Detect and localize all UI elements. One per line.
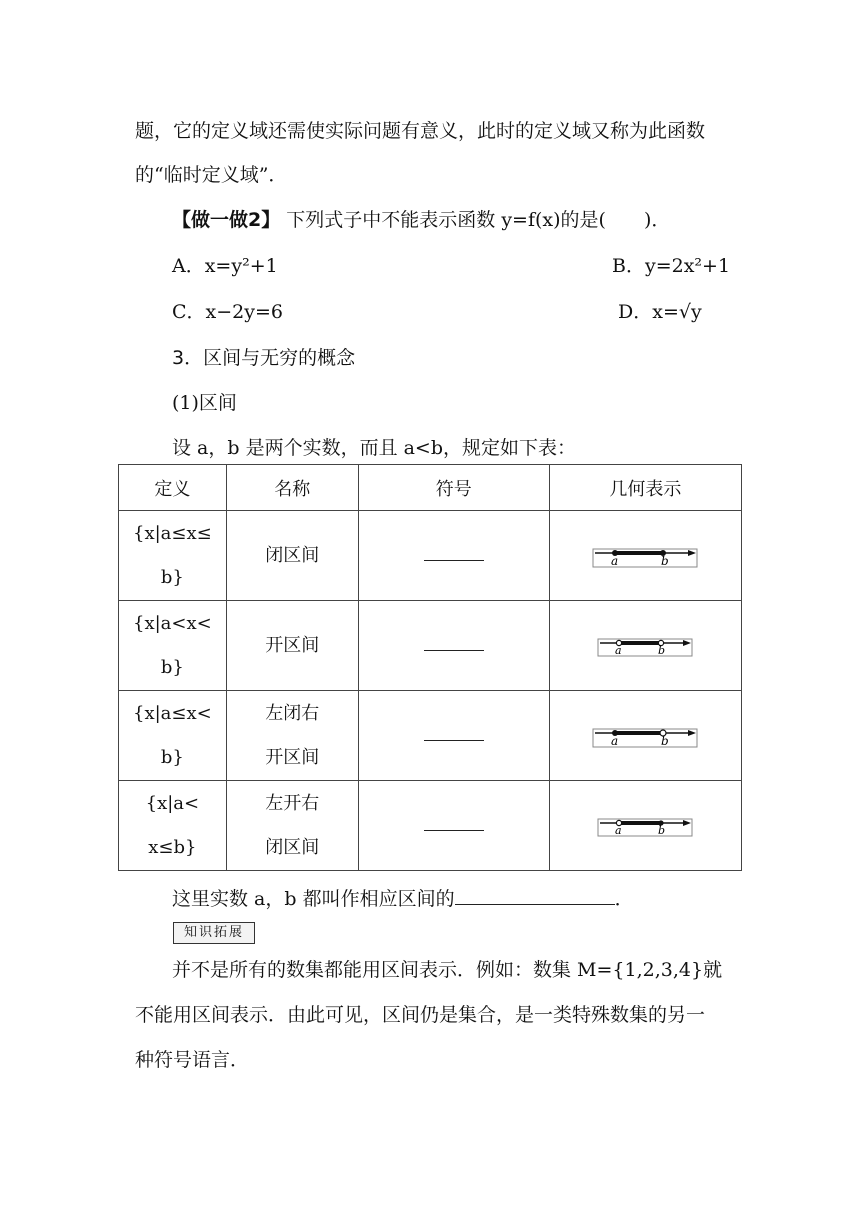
svg-text:a: a: [611, 733, 619, 748]
number-line-right-closed: [597, 815, 693, 837]
number-line-cell: [549, 691, 741, 781]
symbol-blank: [358, 781, 549, 871]
table-header-row: [119, 465, 742, 511]
subsection-heading: (1)区间: [172, 392, 237, 414]
exercise-question: [172, 205, 670, 232]
name-cell: 左开右 闭区间: [226, 781, 358, 871]
svg-text:a: a: [611, 553, 619, 568]
svg-text:b: b: [661, 733, 670, 748]
number-line-open: [597, 635, 693, 657]
header-geometry: 几何表示: [549, 465, 741, 511]
paragraph-line-1: 题，它的定义域还需使实际问题有意义，此时的定义域又称为此函数: [135, 120, 706, 142]
extension-line-3: 种符号语言．: [135, 1049, 250, 1071]
svg-text:b: b: [658, 643, 666, 657]
option-c: C．x−2y=6: [172, 301, 284, 323]
option-b: B．y=2x²+1: [612, 255, 731, 277]
svg-text:b: b: [658, 823, 666, 837]
definition-cell: {x|a≤x≤ b}: [119, 511, 227, 601]
name-cell: 左闭右 开区间: [226, 691, 358, 781]
name-cell: 开区间: [226, 601, 358, 691]
header-symbol: 符号: [358, 465, 549, 511]
extension-line-1: 并不是所有的数集都能用区间表示．例如：数集 M={1,2,3,4}就: [172, 959, 723, 981]
interval-table: [118, 464, 742, 871]
svg-text:b: b: [661, 553, 670, 568]
table-row: [119, 601, 742, 691]
option-d: D．x=√y: [618, 301, 702, 323]
header-definition: 定义: [119, 465, 227, 511]
symbol-blank: [358, 601, 549, 691]
header-name: 名称: [226, 465, 358, 511]
number-line-left-closed: [592, 724, 698, 748]
section-heading: 3．区间与无穷的概念: [172, 347, 356, 369]
table-intro: 设 a，b 是两个实数，而且 a<b，规定如下表：: [172, 437, 577, 459]
table-row: [119, 781, 742, 871]
exercise-text: 下列式子中不能表示函数 y=f(x)的是( )．: [286, 209, 671, 231]
endpoint-sentence: 这里实数 a，b 都叫作相应区间的 ．: [172, 888, 634, 910]
definition-cell: {x|a≤x< b}: [119, 691, 227, 781]
number-line-cell: [549, 511, 741, 601]
svg-text:a: a: [615, 643, 622, 657]
paragraph-line-2: 的“临时定义域”．: [135, 164, 288, 186]
number-line-cell: [549, 781, 741, 871]
option-a: A．x=y²+1: [172, 255, 278, 277]
extension-line-2: 不能用区间表示．由此可见，区间仍是集合，是一类特殊数集的另一: [135, 1004, 706, 1026]
answer-blank: [455, 888, 615, 905]
number-line-closed: [592, 544, 698, 568]
symbol-blank: [358, 511, 549, 601]
table-row: [119, 511, 742, 601]
svg-text:a: a: [615, 823, 622, 837]
number-line-cell: [549, 601, 741, 691]
definition-cell: {x|a<x< b}: [119, 601, 227, 691]
name-cell: 闭区间: [226, 511, 358, 601]
symbol-blank: [358, 691, 549, 781]
table-row: [119, 691, 742, 781]
definition-cell: {x|a< x≤b}: [119, 781, 227, 871]
exercise-tag: 【做一做2】: [172, 209, 281, 231]
knowledge-extension-badge: 知识拓展: [173, 922, 255, 944]
